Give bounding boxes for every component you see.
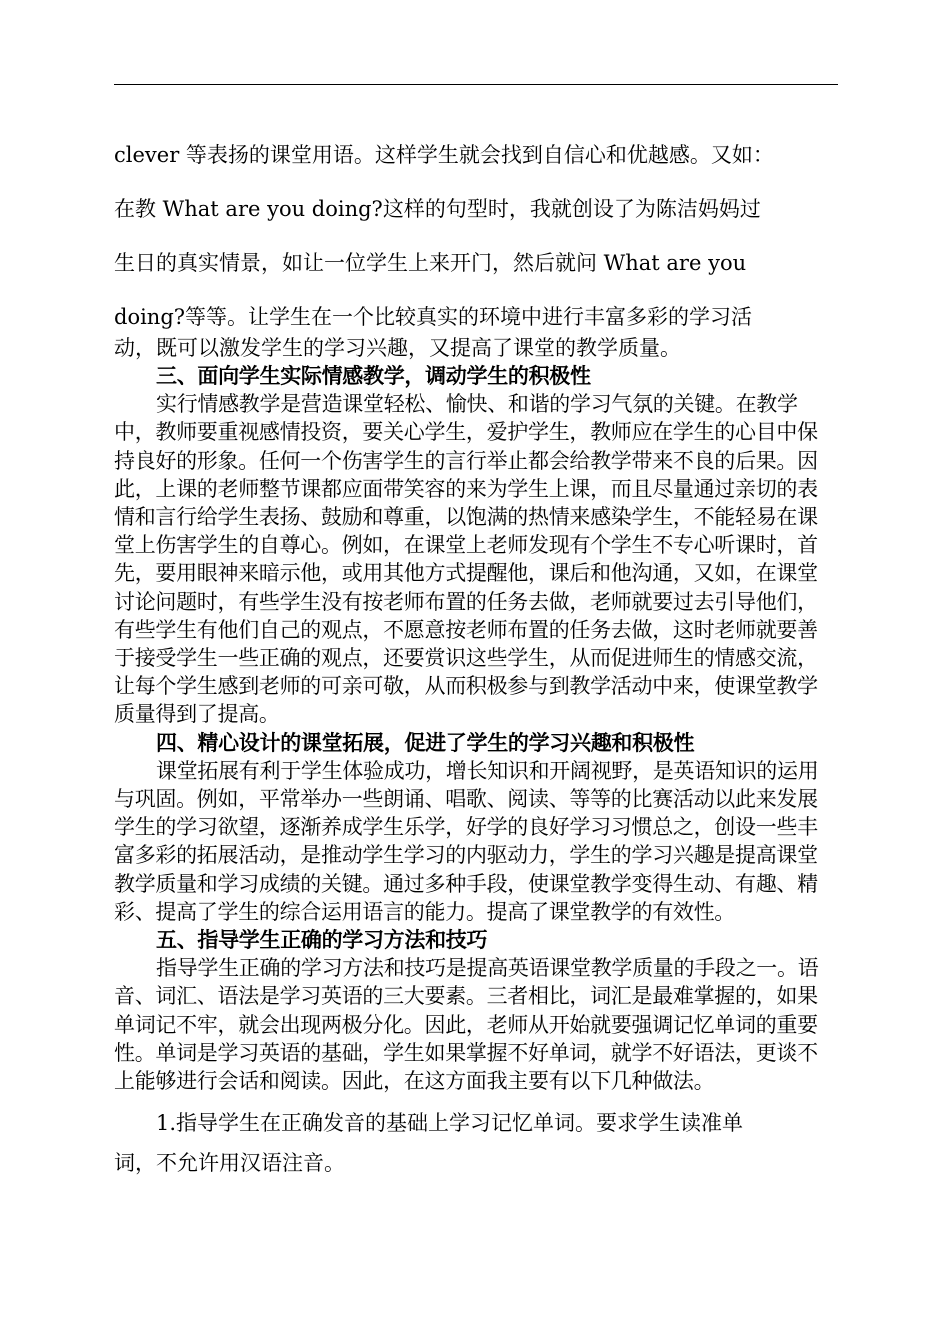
sections-block [114, 362, 838, 1095]
document-body [114, 128, 838, 1183]
intro-line-4: doing?等等。让学生在一个比较真实的环境中进行丰富多彩的学习活 [114, 305, 753, 329]
intro-line-1: clever 等表扬的课堂用语。这样学生就会找到自信心和优越感。又如： [114, 143, 774, 167]
section-3-heading: 三、面向学生实际情感教学，调动学生的积极性 [156, 363, 591, 388]
section-5-heading: 五、指导学生正确的学习方法和技巧 [156, 927, 488, 953]
header-rule [114, 84, 838, 85]
item-1-paragraph [114, 1103, 838, 1183]
section-4-body: 课堂拓展有利于学生体验成功，增长知识和开阔视野，是英语知识的运用与巩固。例如，平常举办一些朗诵、唱歌、阅读、等等的比赛活动以此来发展学生的学习欲望，逐渐养成学生乐学，好学的良好学习习惯总之，创设一些丰富多彩的拓展活动，是推动学生学习的内驱动力，学生的学习兴趣是提高课堂教学质量和学习成绩的关键。通过多种手段，使课堂教学变得生动、有趣、精彩、提高了学生的综合运用语言的能力。提高了课堂教学的有效性。 [114, 758, 819, 924]
section-4-heading: 四、精心设计的课堂拓展，促进了学生的学习兴趣和积极性 [156, 729, 695, 755]
section-3-body: 实行情感教学是营造课堂轻松、愉快、和谐的学习气氛的关键。在教学中，教师要重视感情投资，要关心学生，爱护学生，教师应在学生的心目中保持良好的形象。任何一个伤害学生的言行举止都会给教学带来不良的后果。因此，上课的老师整节课都应面带笑容的来为学生上课，而且尽量通过亲切的表情和言行给学生表扬、鼓励和尊重，以饱满的热情来感染学生，不能轻易在课堂上伤害学生的自尊心。例如，在课堂上老师发现有个学生不专心听课时，首先，要用眼神来暗示他，或用其他方式提醒他，课后和他沟通，又如，在课堂讨论问题时，有些学生没有按老师布置的任务去做，老师就要过去引导他们，有些学生有他们自己的观点，不愿意按老师布置的任务去做，这时老师就要善于接受学生一些正确的观点，还要赏识这些学生，从而促进师生的情感交流，让每个学生感到老师的可亲可敬，从而积极参与到教学活动中来，使课堂教学质量得到了提高。 [114, 392, 818, 727]
intro-line-2: 在教 What are you doing?这样的句型时，我就创设了为陈洁妈妈过 [114, 197, 761, 221]
intro-line-3: 生日的真实情景，如让一位学生上来开门，然后就问 What are you [114, 251, 747, 275]
intro-line-5: 动，既可以激发学生的学习兴趣，又提高了课堂的教学质量。 [114, 336, 681, 360]
intro-paragraph [114, 128, 838, 362]
item-1-line-2: 词，不允许用汉语注音。 [114, 1151, 345, 1176]
section-5-body: 指导学生正确的学习方法和技巧是提高英语课堂教学质量的手段之一。语音、词汇、语法是学习英语的三大要素。三者相比，词汇是最难掌握的，如果单词记不牢，就会出现两极分化。因此，老师从开始就要强调记忆单词的重要性。单词是学习英语的基础，学生如果掌握不好单词，就学不好语法，更谈不上能够进行会话和阅读。因此，在这方面我主要有以下几种做法。 [114, 956, 819, 1094]
item-1-line-1: 1.指导学生在正确发音的基础上学习记忆单词。要求学生读准单 [156, 1111, 744, 1136]
